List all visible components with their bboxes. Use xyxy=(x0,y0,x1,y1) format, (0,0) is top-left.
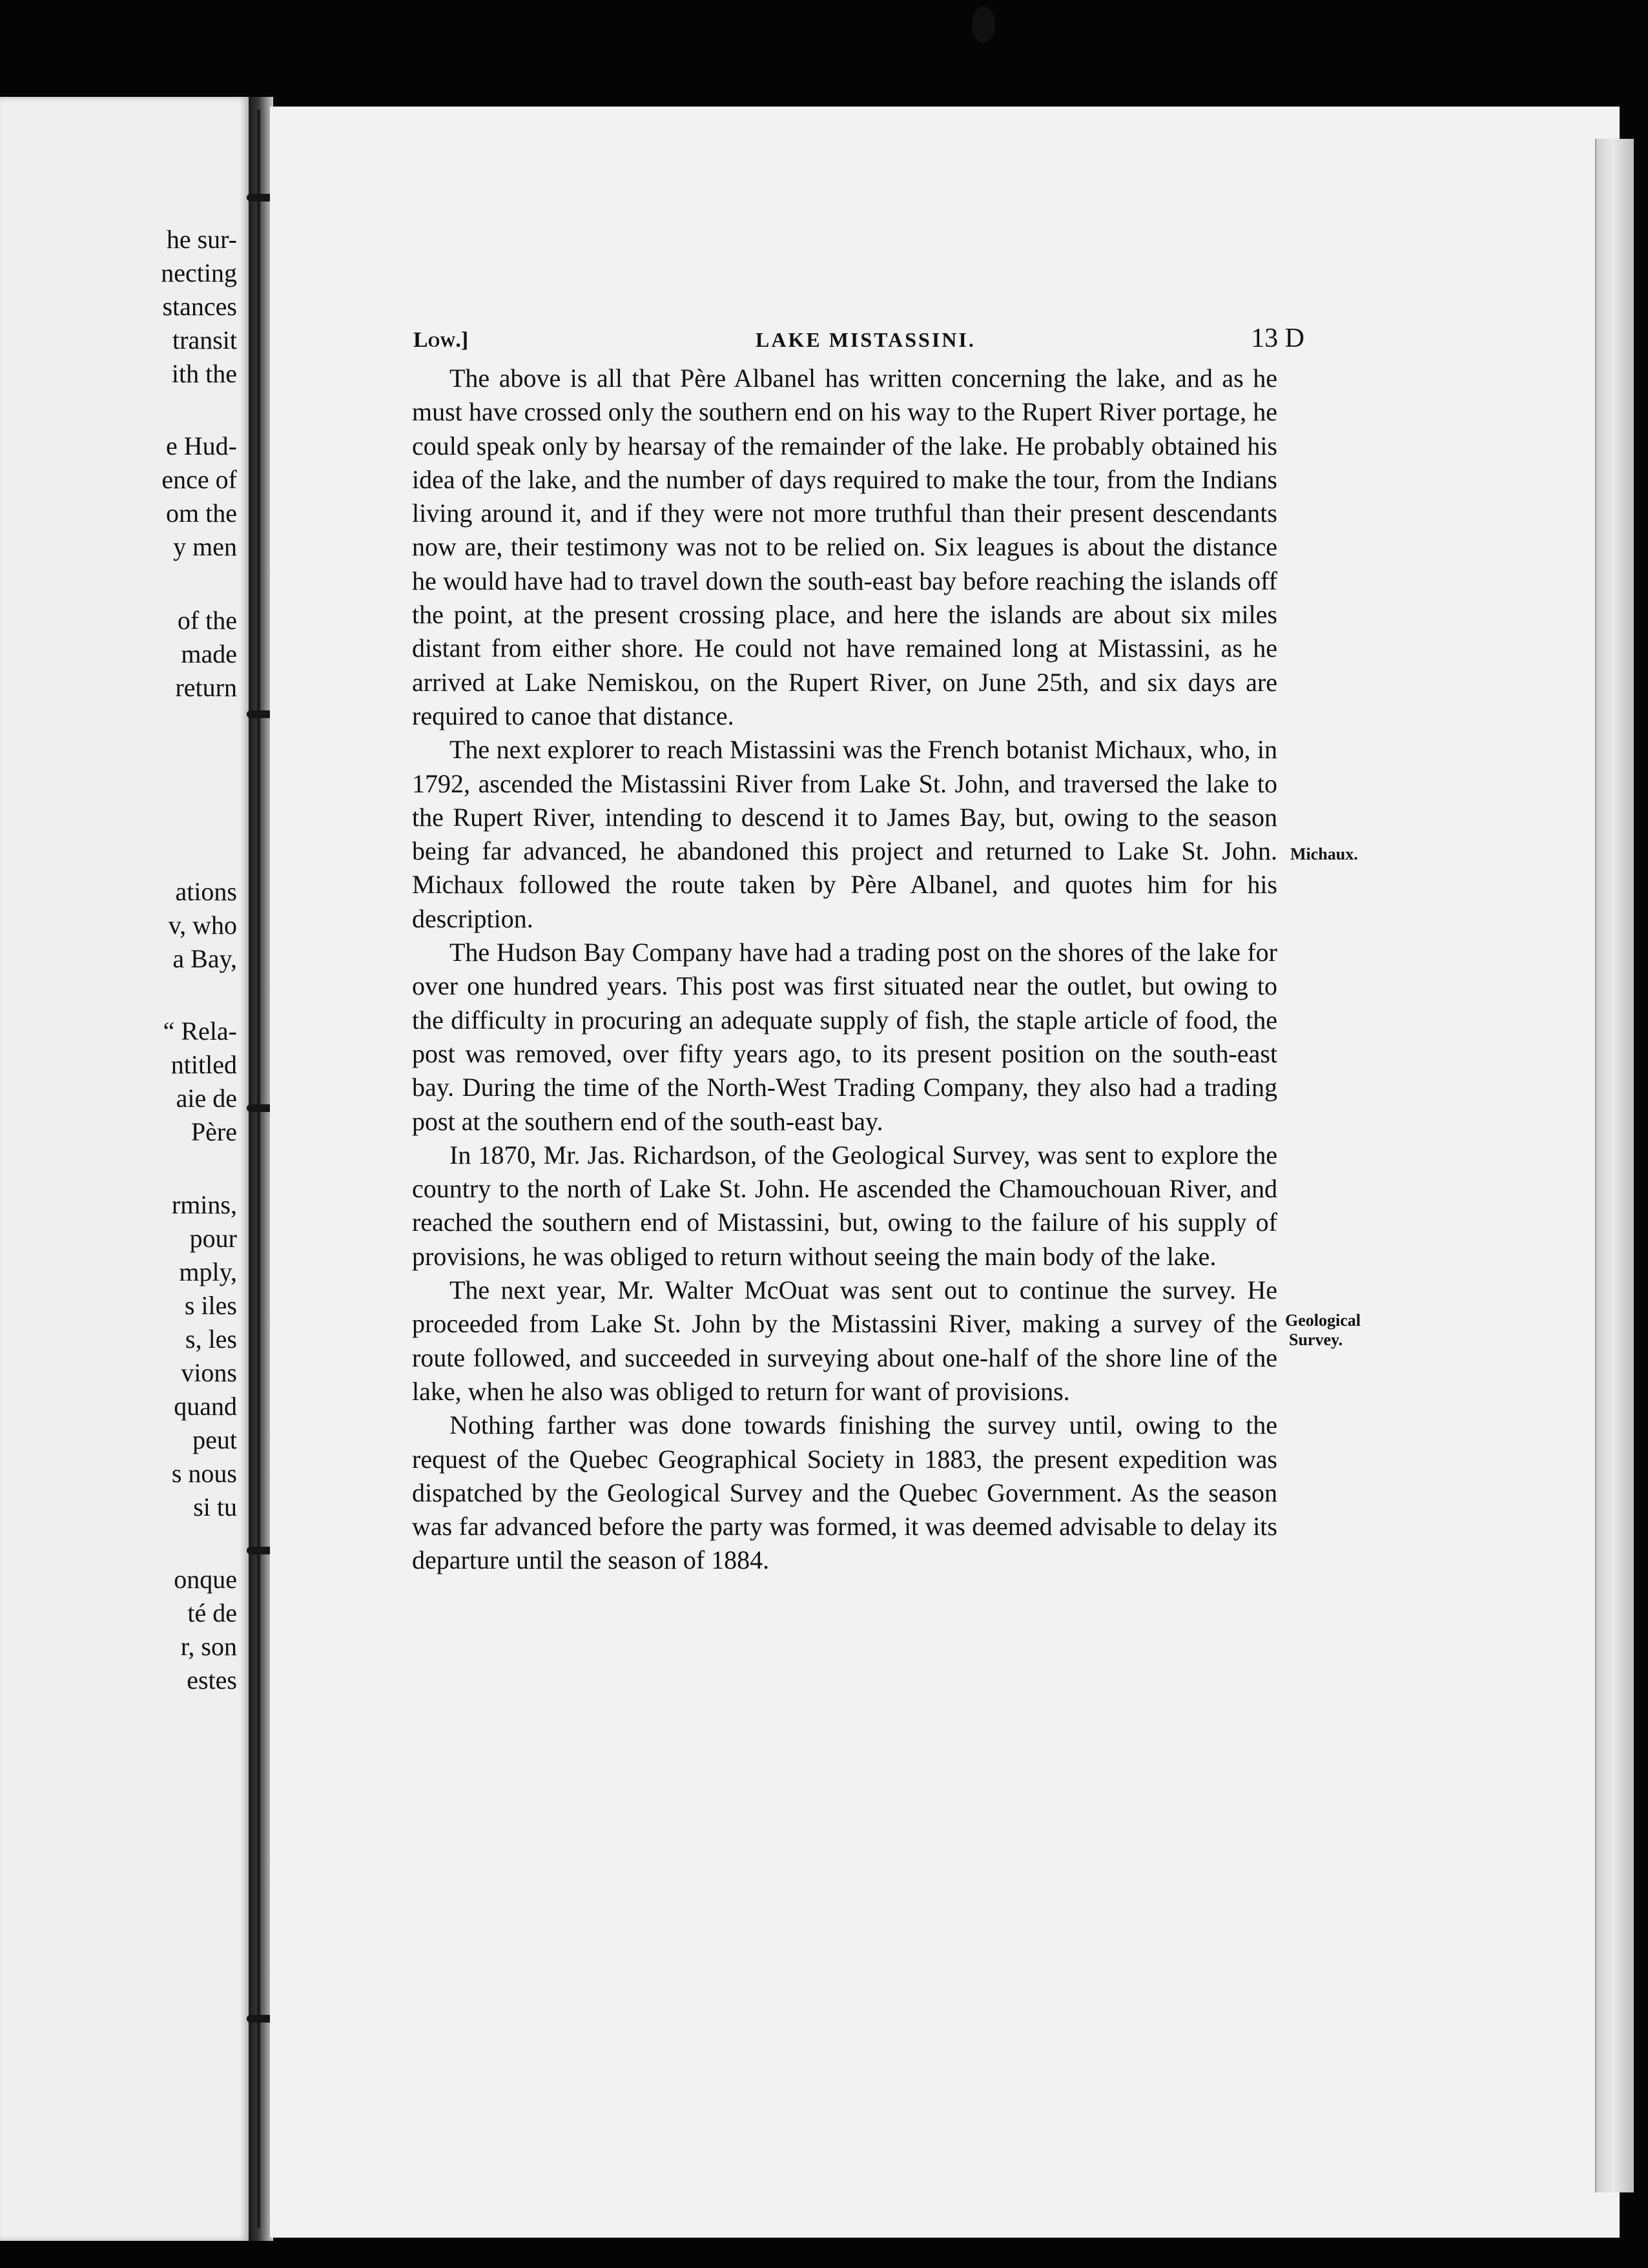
previous-page-line: onque xyxy=(174,1565,237,1594)
margin-note-line: Survey. xyxy=(1289,1330,1343,1349)
paragraph: The above is all that Père Albanel has written concerning the lake, and as he must have crossed only the southern end on his way to the Rupert River portage, he could speak only by hearsay of the remainder of the lake. He probably obtained his idea of the lake, and the number of days required to make the tour, from the Indians living around it, and if they were not more truthful than their present descendants now are, their testimony was not to be relied on. Six leagues is about the distance he would have had to travel down the south-east bay before reaching the islands off the point, at the present crossing place, and here the islands are about six miles distant from either shore. He could not have remained long at Mistassini, as he arrived at Lake Nemiskou, on the Rupert River, on June 25th, and six days are required to canoe that distance. xyxy=(412,364,1277,730)
previous-page-line: ith the xyxy=(171,359,237,388)
previous-page-line: aie de xyxy=(176,1084,237,1113)
previous-page-line: y men xyxy=(173,532,237,561)
previous-page-line: of the xyxy=(177,606,237,635)
paragraph: In 1870, Mr. Jas. Richardson, of the Geological Survey, was sent to explore the country to the north of Lake St. John. He ascended the Chamouchouan River, and reached the southern end of Mistassini, but, owing to the failure of his supply of provisions, he was obliged to return without seeing the main body of the lake. xyxy=(412,1140,1277,1271)
previous-page-line: rmins, xyxy=(171,1190,237,1219)
previous-page-line: té de xyxy=(187,1598,237,1627)
previous-page-line: necting xyxy=(161,258,237,287)
previous-page-line: peut xyxy=(192,1425,237,1454)
previous-page-line: estes xyxy=(187,1665,237,1695)
previous-page-line: ations xyxy=(175,877,237,906)
running-head-title: LAKE MISTASSINI. xyxy=(756,328,976,351)
previous-page-line: Père xyxy=(191,1117,237,1146)
body-text xyxy=(412,362,1277,1578)
previous-page-line: si tu xyxy=(193,1492,237,1521)
previous-page-line: a Bay, xyxy=(172,944,237,973)
previous-page-line: he sur- xyxy=(166,225,237,254)
previous-page-line: return xyxy=(175,673,237,702)
running-head-author: Low.] xyxy=(413,328,469,352)
previous-page-line: ntitled xyxy=(170,1050,237,1079)
paragraph: The Hudson Bay Company have had a trading post on the shores of the lake for over one hundred years. This post was first situated near the outlet, but owing to the difficulty in procuring an adequate supply of fish, the staple article of food, the post was removed, over fifty years ago, to its present position on the south-east bay. During the time of the North-West Trading Company, they also had a trading post at the southern end of the south-east bay. xyxy=(412,938,1277,1136)
binding-stitch xyxy=(247,1104,273,1112)
binding-thread xyxy=(257,110,260,2228)
previous-page-line: ence of xyxy=(161,465,237,494)
page-edge xyxy=(1595,139,1634,2192)
previous-page-line: made xyxy=(181,639,237,668)
previous-page-line: pour xyxy=(189,1224,237,1253)
previous-page-line: e Hud- xyxy=(166,431,237,460)
binding-stitch xyxy=(247,1547,273,1554)
previous-page-line: v, who xyxy=(168,911,237,940)
scan-blemish xyxy=(972,6,995,43)
margin-note-michaux xyxy=(1290,845,1358,864)
previous-page-line: transit xyxy=(172,325,237,355)
previous-page-line: stances xyxy=(162,292,237,321)
binding-stitch xyxy=(247,194,273,201)
previous-page-line: “ Rela- xyxy=(163,1016,237,1046)
previous-page-line: s iles xyxy=(184,1291,237,1320)
previous-page-line: mply, xyxy=(179,1257,237,1286)
paragraph: The next year, Mr. Walter McOuat was sent out to continue the survey. He proceeded from Lake St. John by the Mistassini River, making a survey of the route followed, and succeeded in surveying about one-half of the shore line of the lake, when he also was obliged to return for want of provisions. xyxy=(412,1275,1277,1406)
previous-page-line: s nous xyxy=(171,1459,237,1488)
margin-note-line: Geological xyxy=(1285,1311,1361,1330)
previous-page-line: vions xyxy=(181,1358,237,1387)
previous-page-line: s, les xyxy=(185,1325,237,1354)
previous-page-line: om the xyxy=(166,499,237,528)
margin-note-text: Michaux. xyxy=(1290,845,1358,863)
margin-note-geological-survey xyxy=(1285,1311,1361,1350)
binding-stitch xyxy=(247,2015,273,2023)
previous-page-line: r, son xyxy=(180,1632,237,1661)
previous-page-line: quand xyxy=(174,1392,237,1421)
binding-stitch xyxy=(247,710,273,718)
previous-page xyxy=(0,97,249,2241)
running-head xyxy=(413,323,1304,362)
paragraph: Nothing farther was done towards finishing the survey until, owing to the request of the Quebec Geographical Society in 1883, the present expedition was dispatched by the Geological Survey and the Quebec Government. As the season was far advanced before the party was formed, it was deemed advisable to delay its departure until the season of 1884. xyxy=(412,1410,1277,1575)
paragraph: The next explorer to reach Mistassini was the French botanist Michaux, who, in 1792, ascended the Mistassini River from Lake St. John, and traversed the lake to the Rupert River, intending to descend it to James Bay, but, owing to the season being far advanced, he abandoned this project and returned to Lake St. John. Michaux followed the route taken by Père Albanel, and quotes him for his description. xyxy=(412,735,1277,933)
page-number: 13 D xyxy=(1251,324,1304,353)
